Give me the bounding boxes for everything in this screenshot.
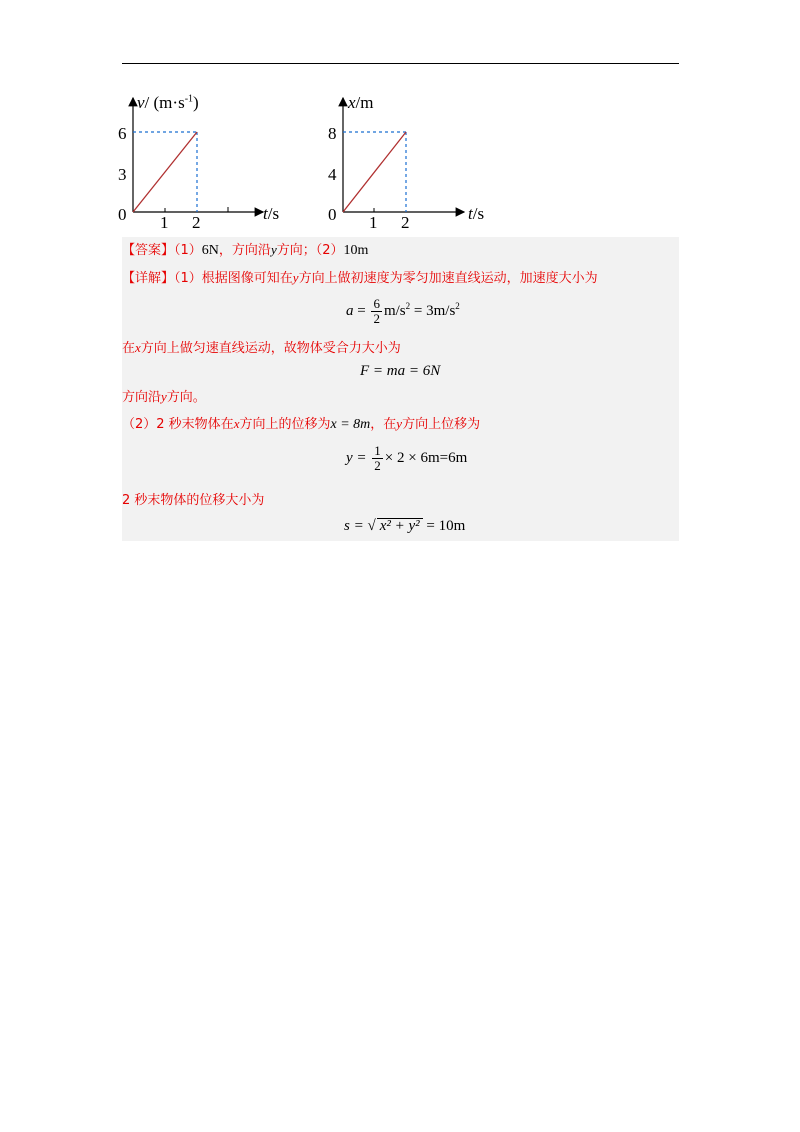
top-rule: [122, 63, 679, 64]
detail-line-5: 2 秒末物体的位移大小为: [122, 493, 265, 508]
x-axis-label: t/s: [263, 204, 280, 223]
detail-line-3: 方向沿y方向。: [122, 389, 206, 405]
velocity-time-graph: [115, 92, 295, 232]
x-tick-1: 1: [160, 213, 169, 232]
detail-line-2: 在x方向上做匀速直线运动，故物体受合力大小为: [122, 340, 401, 356]
equation-acceleration: a = $\frac{6}{2}$ $m/s^2 = 3m/s^2$: [346, 296, 460, 327]
y-tick-0: 0: [118, 205, 127, 224]
x-tick-2: 2: [192, 213, 201, 232]
y-tick-0: 0: [328, 205, 337, 224]
equation-force: F = ma = 6N: [360, 363, 441, 379]
x-tick-2: 2: [401, 213, 410, 232]
detail-line-4: （2）2 秒末物体在x方向上的位移为x = 8m，在y方向上位移为: [122, 416, 481, 432]
time-axis-label: t/s: [468, 204, 485, 223]
x-tick-1: 1: [369, 213, 378, 232]
y-tick-6: 6: [118, 124, 127, 143]
v-axis-label: v/ $(m\cdot s^{-1})$: [137, 93, 199, 112]
y-tick-3: 3: [118, 165, 127, 184]
answer-line: 【答案】（1）6N，方向沿y方向；（2）10m: [122, 242, 369, 258]
y-tick-8: 8: [328, 124, 337, 143]
equation-total-displacement: s = √ x² + y² = 10m: [344, 518, 466, 534]
answer-section: [122, 237, 679, 541]
data-line: [343, 132, 406, 212]
equation-y-displacement: y = $\frac{1}{2}$ × 2 × 6m=6m: [346, 443, 468, 474]
y-tick-4: 4: [328, 165, 337, 184]
x-axis-quantity-label: x/m: [348, 93, 374, 112]
data-line: [133, 132, 197, 212]
detail-line-1: 【详解】（1）根据图像可知在y方向上做初速度为零匀加速直线运动，加速度大小为: [122, 270, 598, 286]
displacement-time-graph: [312, 92, 492, 232]
